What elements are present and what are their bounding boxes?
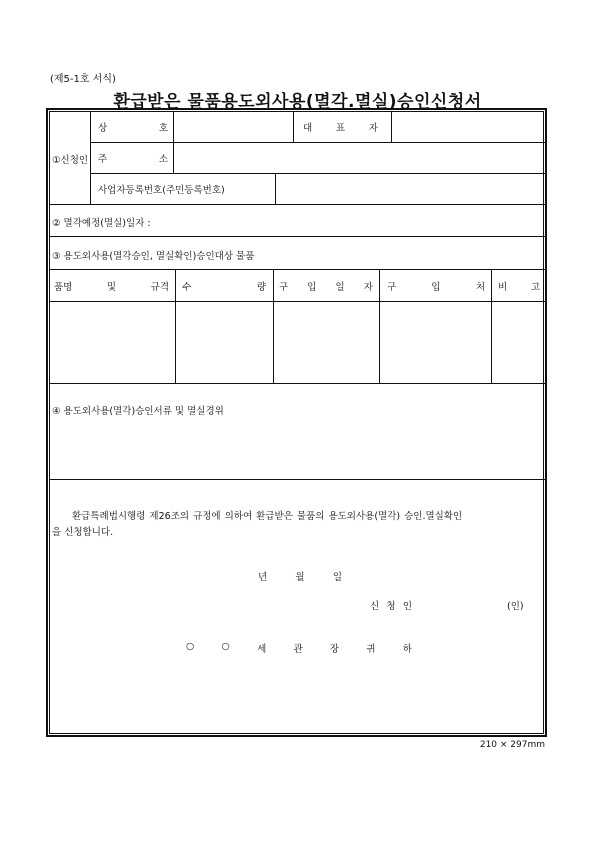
col-header-supplier: 구 입 처 — [387, 282, 485, 293]
items-section-label: ③ 용도외사용(멸각승인, 멸실확인)승인대상 물품 — [52, 251, 255, 262]
row-line-5 — [50, 269, 545, 270]
company-name-label: 상 호 — [98, 123, 168, 134]
destruction-date-label: ② 멸각예정(멸실)일자 : — [52, 218, 151, 229]
representative-label: 대 표 자 — [303, 123, 378, 134]
date-line: 년 월 일 — [258, 572, 342, 583]
row-line-3 — [50, 204, 545, 205]
table-header-bottom — [50, 301, 545, 302]
col-header-item-spec: 품명 및 규격 — [54, 282, 169, 293]
paper-size: 210 × 297mm — [479, 740, 545, 750]
documents-section-label: ④ 용도외사용(멸각)승인서류 및 멸실경위 — [52, 406, 224, 417]
declaration-text: 환급특례법시행령 제26조의 규정에 의하여 환급받은 물품의 용도외사용(멸각) 승인.멸실확인 — [72, 511, 463, 522]
col-header-quantity: 수 량 — [182, 282, 266, 293]
row-line-2 — [90, 173, 545, 174]
form-body — [49, 111, 544, 734]
applicant-label-divider — [90, 112, 91, 204]
row-line-1 — [90, 142, 545, 143]
addressee: ○ ○ 세 관 장 귀 하 — [186, 641, 412, 655]
col-header-purchase-date: 구 입 일 자 — [279, 282, 373, 293]
seal-label: (인) — [507, 601, 524, 612]
applicant-section-label: ①신청인 — [52, 155, 89, 166]
col-divider-4 — [491, 269, 492, 383]
company-value-divider — [293, 112, 294, 142]
document-title: 환급받은 물품용도외사용(멸각.멸실)승인신청서 — [113, 92, 482, 112]
business-reg-divider — [275, 173, 276, 204]
row-line-4 — [50, 236, 545, 237]
col-divider-2 — [273, 269, 274, 383]
address-label: 주 소 — [98, 154, 168, 165]
col-divider-1 — [175, 269, 176, 383]
representative-label-divider — [391, 112, 392, 142]
form-number: (제5-1호 서식) — [50, 74, 116, 85]
business-reg-label: 사업자등록번호(주민등록번호) — [98, 185, 225, 196]
col-header-remarks: 비 고 — [498, 282, 540, 293]
declaration-text-cont: 을 신청합니다. — [52, 527, 114, 538]
col-divider-3 — [379, 269, 380, 383]
applicant-sign-label: 신 청 인 — [370, 601, 412, 612]
row-line-7 — [50, 479, 545, 480]
row-line-6 — [50, 383, 545, 384]
